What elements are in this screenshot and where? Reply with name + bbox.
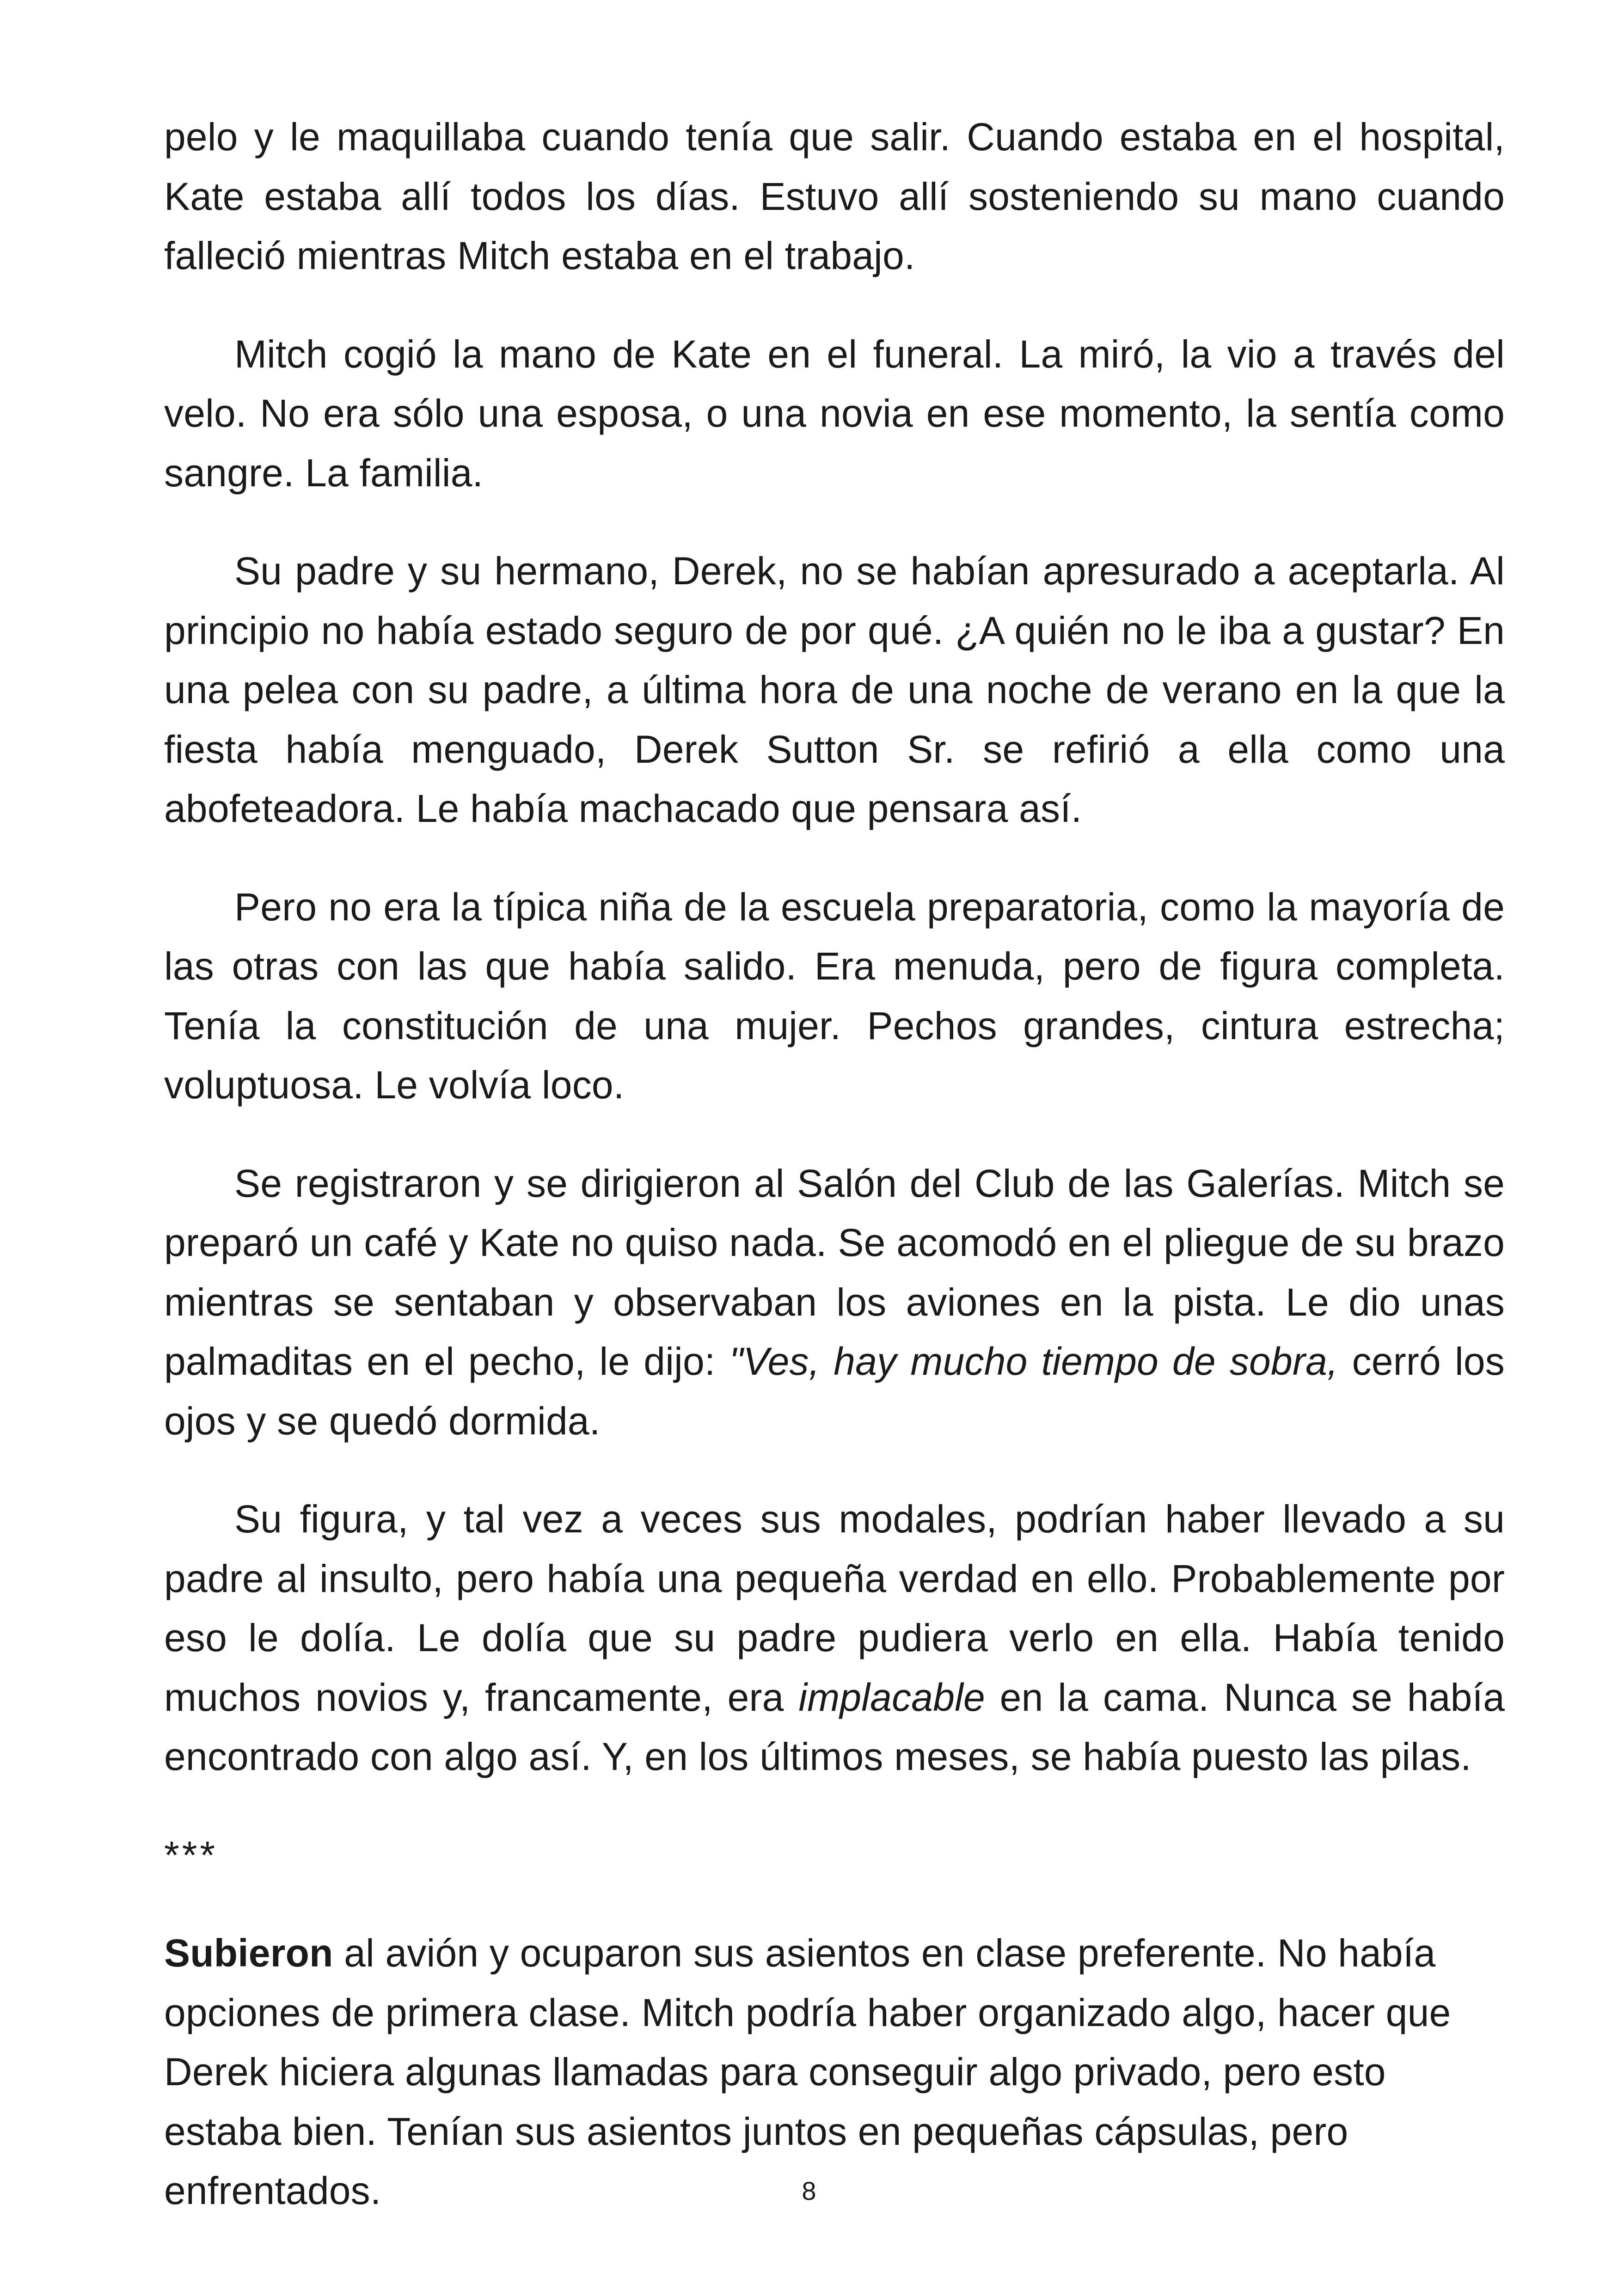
paragraph-6 bbox=[164, 1489, 1505, 1787]
paragraph-5 bbox=[164, 1154, 1505, 1451]
paragraph-2-text: Mitch cogió la mano de Kate en el funeral. La miró, la vio a través del velo. No era sólo una esposa, o una novia en ese momento, la sentía como sangre. La familia. bbox=[164, 332, 1505, 495]
paragraph-3 bbox=[164, 541, 1505, 839]
scene-break: *** bbox=[164, 1833, 218, 1877]
page-number: 8 bbox=[802, 2176, 816, 2205]
paragraph-5-text-start: Se registraron y se dirigieron al Salón del Club de las Galerías. Mitch se preparó un café y Kate no quiso nada. Se acomodó en el pliegue de su brazo mientras se sentaban y observaban los aviones en la pista. Le dio unas palmaditas en el pecho, le dijo: bbox=[164, 1161, 1505, 1383]
paragraph-4 bbox=[164, 877, 1505, 1115]
paragraph-6-text-end: en la cama. Nunca se había encontrado con algo así. Y, en los últimos meses, se había puesto las pilas. bbox=[164, 1675, 1505, 1778]
closing-text: al avión y ocuparon sus asientos en clase preferente. No había opciones de primera clase. Mitch podría haber organizado algo, hacer que Derek hiciera algunas llamadas para conseguir algo privado, pero esto estaba bien. Tenían sus asientos juntos en pequeñas cápsulas, pero enfrentados. bbox=[164, 1931, 1451, 2212]
paragraph-2 bbox=[164, 325, 1505, 503]
paragraph-4-text: Pero no era la típica niña de la escuela preparatoria, como la mayoría de las otras con las que había salido. Era menuda, pero de figura completa. Tenía la constitución de una mujer. Pechos grandes, cintura estrecha; voluptuosa. Le volvía loco. bbox=[164, 885, 1505, 1107]
body-text bbox=[164, 107, 1505, 2221]
paragraph-5-italic-quote: "Ves, hay mucho tiempo de sobra, bbox=[729, 1340, 1338, 1383]
paragraph-3-text: Su padre y su hermano, Derek, no se habían apresurado a aceptarla. Al principio no había estado seguro de por qué. ¿A quién no le iba a gustar? En una pelea con su padre, a última hora de una noche de verano en la que la fiesta había menguado, Derek Sutton Sr. se refirió a ella como una abofeteadora. Le había machacado que pensara así. bbox=[164, 549, 1505, 830]
paragraph-6-text-start: Su figura, y tal vez a veces sus modales, podrían haber llevado a su padre al insulto, pero había una pequeña verdad en ello. Probablemente por eso le dolía. Le dolía que su padre pudiera verlo en ella. Había tenido muchos novios y, francamente, era bbox=[164, 1497, 1505, 1719]
paragraph-6-italic-word: implacable bbox=[798, 1675, 985, 1719]
paragraph-1-text: pelo y le maquillaba cuando tenía que salir. Cuando estaba en el hospital, Kate estaba allí todos los días. Estuvo allí sosteniendo su mano cuando falleció mientras Mitch estaba en el trabajo. bbox=[164, 115, 1505, 277]
paragraph-5-text-end: cerró los ojos y se quedó dormida. bbox=[164, 1340, 1505, 1443]
paragraph-1 bbox=[164, 107, 1505, 286]
closing-bold-start: Subieron bbox=[164, 1931, 333, 1975]
